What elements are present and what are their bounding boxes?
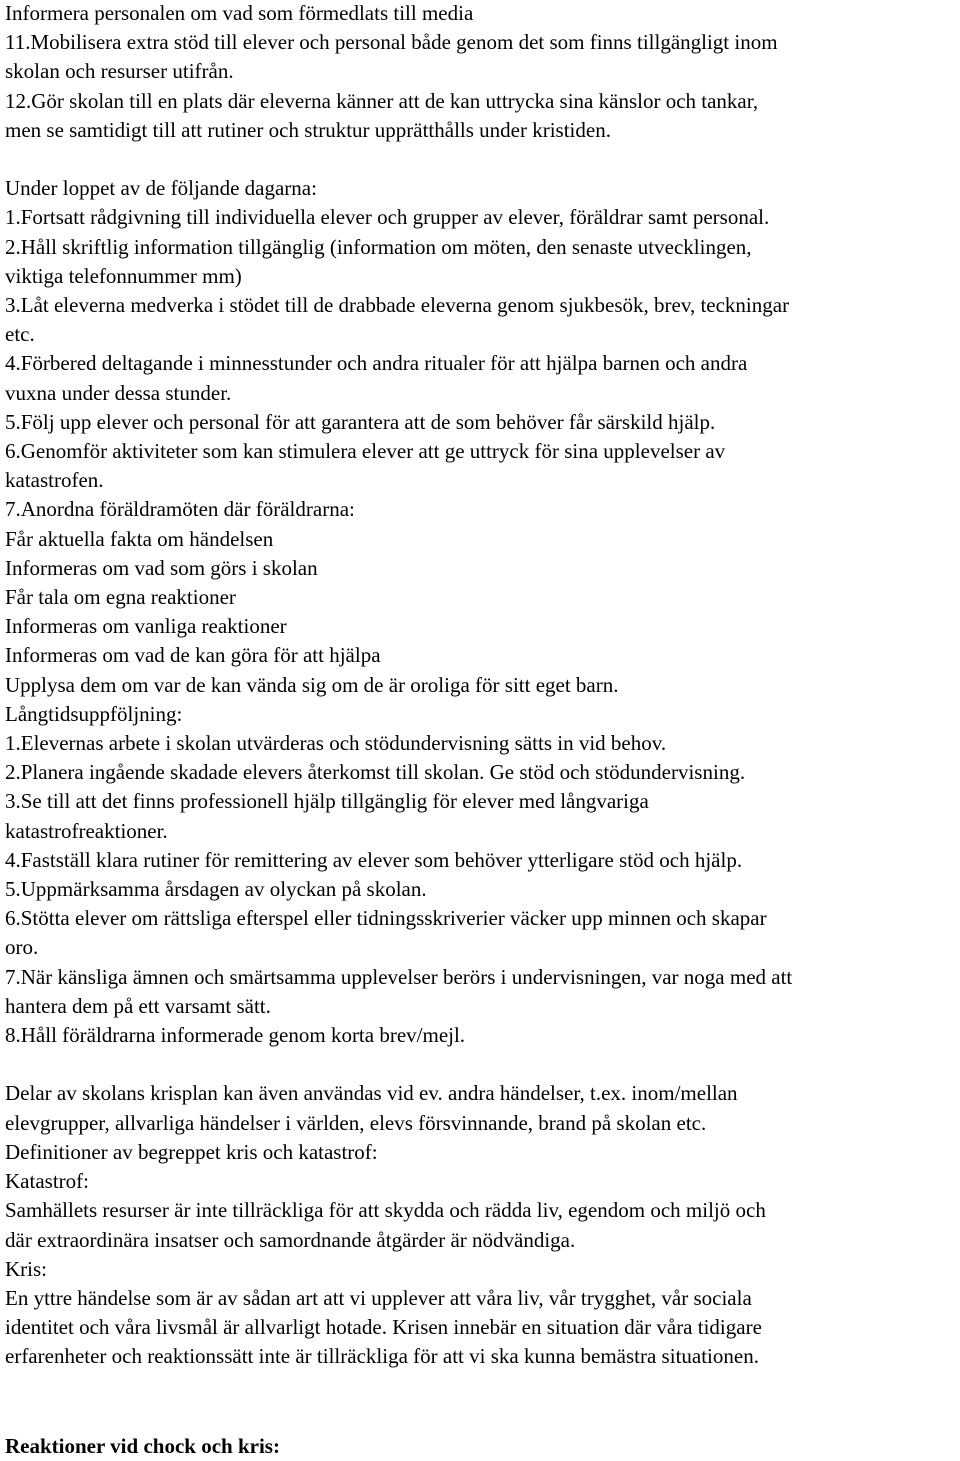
text-line: identitet och våra livsmål är allvarligt hotade. Krisen innebär en situation där våra tidigare — [5, 1315, 762, 1340]
text-line: Kris: — [5, 1256, 47, 1281]
text-line: 2.Planera ingående skadade elevers återkomst till skolan. Ge stöd och stödundervisning. — [5, 760, 746, 785]
text-line: Får tala om egna reaktioner — [5, 585, 236, 610]
text-line: Upplysa dem om var de kan vända sig om de är oroliga för sitt eget barn. — [5, 672, 619, 697]
text-line: Katastrof: — [5, 1169, 89, 1194]
text-line: etc. — [5, 322, 35, 347]
text-line: Informera personalen om vad som förmedlats till media — [5, 1, 474, 25]
text-line: Under loppet av de följande dagarna: — [5, 176, 317, 201]
text-line: 5.Följ upp elever och personal för att garantera att de som behöver får särskild hjälp. — [5, 409, 716, 434]
text-line: 1.Elevernas arbete i skolan utvärderas och stödundervisning sätts in vid behov. — [5, 731, 667, 756]
text-line: 7.När känsliga ämnen och smärtsamma upplevelser berörs i undervisningen, var noga med att — [5, 964, 793, 989]
text-line: Informeras om vad de kan göra för att hjälpa — [5, 643, 381, 668]
text-line: där extraordinära insatser och samordnande åtgärder är nödvändiga. — [5, 1227, 576, 1252]
text-line: erfarenheter och reaktionssätt inte är tillräckliga för att vi ska kunna bemästra situationen. — [5, 1344, 759, 1369]
text-line: Definitioner av begreppet kris och katastrof: — [5, 1139, 378, 1164]
text-line: Informeras om vad som görs i skolan — [5, 555, 318, 580]
text-line: 3.Låt eleverna medverka i stödet till de drabbade eleverna genom sjukbesök, brev, teckningar — [5, 293, 790, 318]
text-line: viktiga telefonnummer mm) — [5, 263, 242, 288]
text-line: Delar av skolans krisplan kan även användas vid ev. andra händelser, t.ex. inom/mellan — [5, 1081, 738, 1106]
text-line: 8.Håll föräldrarna informerade genom korta brev/mejl. — [5, 1023, 466, 1048]
text-line: Långtidsuppföljning: — [5, 701, 183, 726]
text-line: 4.Fastställ klara rutiner för remittering av elever som behöver ytterligare stöd och hjälp. — [5, 847, 743, 872]
text-line: hantera dem på ett varsamt sätt. — [5, 993, 271, 1018]
blank-line — [5, 145, 955, 174]
text-line: Samhällets resurser är inte tillräckliga för att skydda och rädda liv, egendom och miljö och — [5, 1198, 766, 1223]
text-line: 4.Förbered deltagande i minnesstunder och andra ritualer för att hjälpa barnen och andra — [5, 351, 748, 376]
text-line: 3.Se till att det finns professionell hjälp tillgänglig för elever med långvariga — [5, 789, 649, 814]
text-line: 7.Anordna föräldramöten där föräldrarna: — [5, 497, 355, 522]
text-line: katastrofreaktioner. — [5, 818, 168, 843]
section-heading: Reaktioner vid chock och kris: — [5, 1433, 280, 1458]
text-line: En yttre händelse som är av sådan art att vi upplever att våra liv, vår trygghet, vår sociala — [5, 1285, 752, 1310]
text-line: elevgrupper, allvarliga händelser i världen, elevs försvinnande, brand på skolan etc. — [5, 1110, 707, 1135]
section-spacer — [5, 1372, 955, 1432]
text-line: 1.Fortsatt rådgivning till individuella elever och grupper av elever, föräldrar samt personal. — [5, 205, 770, 230]
blank-line — [5, 1050, 955, 1079]
text-line: men se samtidigt till att rutiner och struktur upprätthålls under kristiden. — [5, 117, 611, 142]
text-line: 6.Genomför aktiviteter som kan stimulera elever att ge uttryck för sina upplevelser av — [5, 439, 726, 464]
document-body — [5, 0, 955, 1372]
text-line: oro. — [5, 935, 39, 960]
text-line: 11.Mobilisera extra stöd till elever och personal både genom det som finns tillgängligt inom — [5, 30, 778, 55]
text-line: 12.Gör skolan till en plats där eleverna känner att de kan uttrycka sina känslor och tankar, — [5, 88, 759, 113]
text-line: 5.Uppmärksamma årsdagen av olyckan på skolan. — [5, 877, 427, 902]
text-line: skolan och resurser utifrån. — [5, 59, 234, 84]
text-line: Får aktuella fakta om händelsen — [5, 526, 274, 551]
text-line: katastrofen. — [5, 468, 104, 493]
text-line: Informeras om vanliga reaktioner — [5, 614, 287, 639]
text-line: 2.Håll skriftlig information tillgänglig (information om möten, den senaste utvecklingen, — [5, 234, 752, 259]
document-page — [5, 0, 955, 1461]
text-line: vuxna under dessa stunder. — [5, 380, 232, 405]
text-line: 6.Stötta elever om rättsliga efterspel eller tidningsskriverier väcker upp minnen och skapar — [5, 906, 767, 931]
